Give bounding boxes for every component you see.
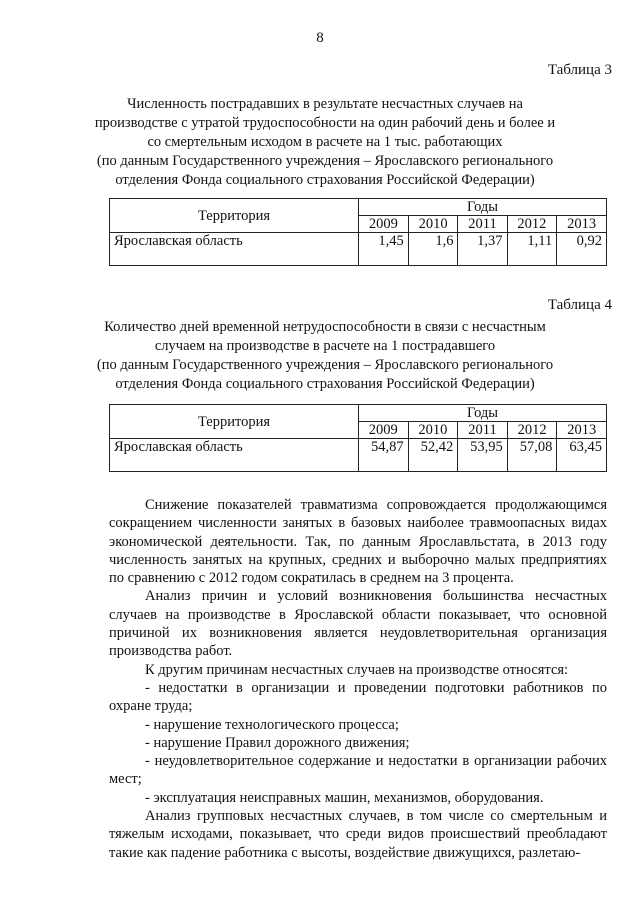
table-4-label: Таблица 4: [547, 297, 612, 313]
table-row: [110, 233, 607, 266]
table-3-label: Таблица 3: [547, 62, 612, 78]
caption-line: производстве с утратой трудоспособности на один рабочий день и более и: [94, 115, 556, 131]
caption-line: Количество дней временной нетрудоспособности в связи с несчастным: [104, 319, 546, 335]
region-cell: Ярославская область: [110, 233, 359, 266]
year-cell: 2011: [458, 216, 507, 233]
caption-line: отделения Фонда социального страхования Российской Федерации): [115, 376, 535, 392]
page-number: 8: [316, 30, 324, 46]
body-text: [109, 496, 607, 862]
value-cell: 63,45: [557, 439, 607, 472]
paragraph: Анализ групповых несчастных случаев, в том числе со смертельным и тяжелым исходами, показывает, что среди видов происшествий преобладают такие как падение работника с высоты, воздействие движущихся, разлетаю-: [109, 808, 607, 861]
list-item: - нарушение Правил дорожного движения;: [145, 734, 410, 751]
year-cell: 2013: [557, 422, 607, 439]
value-cell: 1,37: [458, 233, 507, 266]
caption-line: со смертельным исходом в расчете на 1 тыс. работающих: [147, 134, 503, 150]
value-cell: 1,6: [408, 233, 458, 266]
region-cell: Ярославская область: [110, 439, 359, 472]
value-cell: 53,95: [458, 439, 508, 472]
value-cell: 1,45: [359, 233, 409, 266]
year-cell: 2010: [408, 216, 458, 233]
list-item: - недостатки в организации и проведении подготовки работников по охране труда;: [109, 679, 607, 715]
table-header-row: [110, 199, 607, 216]
year-cell: 2009: [359, 216, 409, 233]
list-item: - неудовлетворительное содержание и недостатки в организации рабочих мест;: [109, 753, 607, 788]
year-cell: 2013: [557, 216, 607, 233]
value-cell: 52,42: [408, 439, 458, 472]
value-cell: 57,08: [507, 439, 557, 472]
territory-header: Территория: [110, 199, 359, 233]
table-header-row: [110, 405, 607, 422]
paragraph: Анализ причин и условий возникновения большинства несчастных случаев на производстве в Ярославской области показывает, что основной причиной их возникновения является неудовлетворительная организация производства работ.: [109, 588, 607, 660]
table-row: [110, 439, 607, 472]
years-header: Годы: [359, 199, 607, 216]
territory-header: Территория: [110, 405, 359, 439]
table-4-caption: [90, 318, 560, 394]
year-cell: 2012: [507, 422, 557, 439]
year-cell: 2009: [359, 422, 409, 439]
caption-line: (по данным Государственного учреждения – Ярославского регионального: [96, 153, 554, 169]
caption-line: Численность пострадавших в результате несчастных случаев на: [127, 96, 523, 112]
list-item: - эксплуатация неисправных машин, механизмов, оборудования.: [145, 789, 544, 806]
table-3-caption: [90, 95, 560, 190]
year-cell: 2011: [458, 422, 508, 439]
value-cell: 1,11: [507, 233, 557, 266]
table-4: [109, 404, 607, 472]
caption-line: (по данным Государственного учреждения – Ярославского регионального: [96, 357, 554, 373]
value-cell: 0,92: [557, 233, 607, 266]
paragraph: Снижение показателей травматизма сопровождается продолжающимся сокращением численности занятых в базовых наиболее травмоопасных видах экономической деятельности. Так, по данным Ярославльстата, в 2013 году численность занятых на крупных, средних и выборочно малых предприятиях по сравнению с 2012 годом сократилась в среднем на 3 процента.: [109, 497, 607, 587]
year-cell: 2012: [507, 216, 557, 233]
years-header: Годы: [359, 405, 607, 422]
list-item: - нарушение технологического процесса;: [145, 716, 399, 733]
paragraph: К другим причинам несчастных случаев на производстве относятся:: [145, 661, 569, 678]
value-cell: 54,87: [359, 439, 409, 472]
caption-line: отделения Фонда социального страхования Российской Федерации): [115, 172, 535, 188]
year-cell: 2010: [408, 422, 458, 439]
caption-line: случаем на производстве в расчете на 1 пострадавшего: [154, 338, 496, 354]
table-3: [109, 198, 607, 266]
